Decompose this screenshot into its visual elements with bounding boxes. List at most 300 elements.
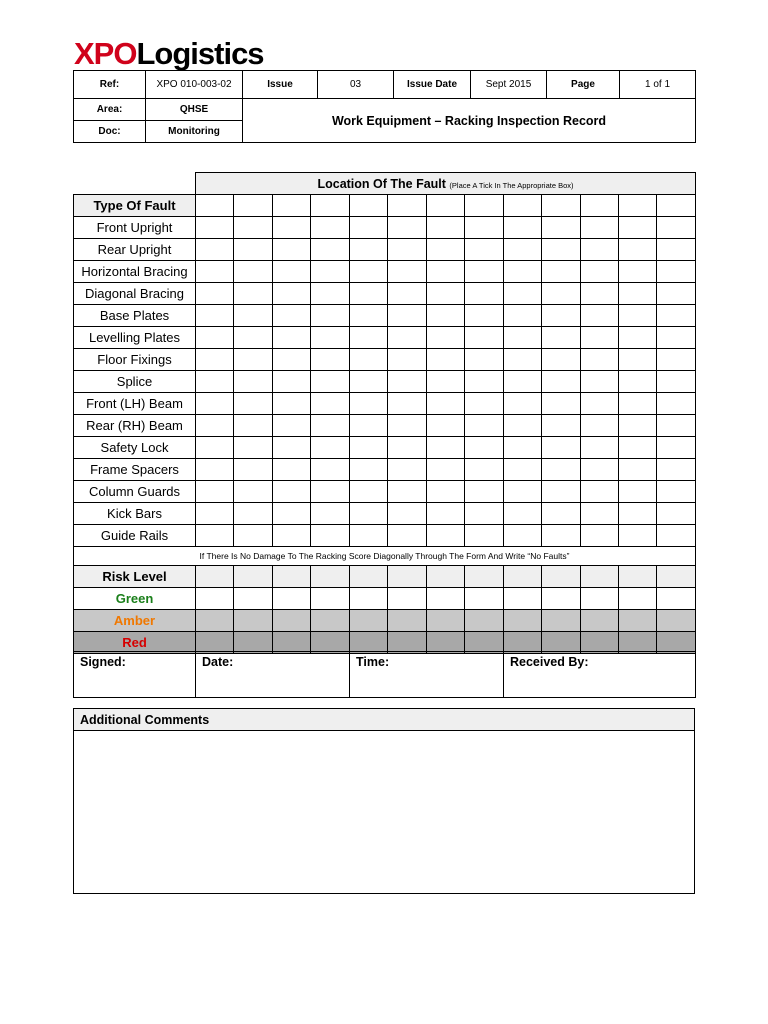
- tick-box[interactable]: [349, 261, 387, 283]
- tick-box[interactable]: [388, 261, 426, 283]
- issue-value: 03: [318, 71, 394, 99]
- tick-box[interactable]: [465, 481, 503, 503]
- tick-box[interactable]: [465, 393, 503, 415]
- tick-box[interactable]: [503, 217, 541, 239]
- tick-box[interactable]: [426, 239, 464, 261]
- risk-tick-box[interactable]: [465, 588, 503, 610]
- location-header-cell[interactable]: [388, 195, 426, 217]
- risk-tick-box[interactable]: [349, 588, 387, 610]
- tick-box[interactable]: [657, 415, 696, 437]
- tick-box[interactable]: [196, 459, 234, 481]
- tick-box[interactable]: [618, 525, 656, 547]
- tick-box[interactable]: [388, 393, 426, 415]
- page-value: 1 of 1: [620, 71, 696, 99]
- fault-label: Kick Bars: [74, 503, 196, 525]
- tick-box[interactable]: [542, 305, 580, 327]
- risk-row-green: [74, 588, 696, 610]
- tick-box[interactable]: [503, 415, 541, 437]
- tick-box[interactable]: [503, 327, 541, 349]
- tick-box[interactable]: [234, 283, 272, 305]
- ref-label: Ref:: [74, 71, 146, 99]
- risk-tick-box[interactable]: [426, 610, 464, 632]
- tick-box[interactable]: [311, 349, 349, 371]
- fault-label: Splice: [74, 371, 196, 393]
- tick-box[interactable]: [311, 481, 349, 503]
- tick-box[interactable]: [426, 371, 464, 393]
- tick-box[interactable]: [234, 415, 272, 437]
- tick-box[interactable]: [311, 239, 349, 261]
- risk-tick-box[interactable]: [580, 610, 618, 632]
- tick-box[interactable]: [196, 305, 234, 327]
- risk-tick-box[interactable]: [349, 610, 387, 632]
- risk-tick-box[interactable]: [388, 588, 426, 610]
- tick-box[interactable]: [503, 283, 541, 305]
- tick-box[interactable]: [272, 327, 310, 349]
- tick-box[interactable]: [618, 217, 656, 239]
- tick-box[interactable]: [618, 349, 656, 371]
- risk-tick-box[interactable]: [311, 610, 349, 632]
- tick-box[interactable]: [234, 437, 272, 459]
- tick-box[interactable]: [503, 503, 541, 525]
- fault-label: Levelling Plates: [74, 327, 196, 349]
- tick-box[interactable]: [580, 481, 618, 503]
- tick-box[interactable]: [234, 349, 272, 371]
- tick-box[interactable]: [349, 437, 387, 459]
- fault-row: [74, 349, 696, 371]
- tick-box[interactable]: [272, 239, 310, 261]
- tick-box[interactable]: [272, 481, 310, 503]
- area-label: Area:: [74, 99, 146, 121]
- tick-box[interactable]: [465, 525, 503, 547]
- tick-box[interactable]: [272, 437, 310, 459]
- location-header-cell[interactable]: [311, 195, 349, 217]
- tick-box[interactable]: [426, 349, 464, 371]
- risk-tick-box[interactable]: [426, 588, 464, 610]
- tick-box[interactable]: [542, 283, 580, 305]
- area-value: QHSE: [146, 99, 243, 121]
- tick-box[interactable]: [234, 503, 272, 525]
- tick-box[interactable]: [465, 239, 503, 261]
- no-damage-note: If There Is No Damage To The Racking Score Diagonally Through The Form And Write “No Faults”: [74, 547, 696, 566]
- fault-label: Floor Fixings: [74, 349, 196, 371]
- tick-box[interactable]: [657, 327, 696, 349]
- tick-box[interactable]: [311, 459, 349, 481]
- tick-box[interactable]: [196, 261, 234, 283]
- risk-label-red: Red: [74, 632, 196, 654]
- tick-box[interactable]: [580, 261, 618, 283]
- tick-box[interactable]: [465, 437, 503, 459]
- location-header-cell[interactable]: [542, 195, 580, 217]
- tick-box[interactable]: [503, 393, 541, 415]
- comments-area[interactable]: [74, 731, 695, 894]
- tick-box[interactable]: [311, 415, 349, 437]
- fault-row: [74, 459, 696, 481]
- fault-label: Rear (RH) Beam: [74, 415, 196, 437]
- tick-box[interactable]: [465, 503, 503, 525]
- tick-box[interactable]: [503, 305, 541, 327]
- tick-box[interactable]: [542, 217, 580, 239]
- fault-label: Horizontal Bracing: [74, 261, 196, 283]
- tick-box[interactable]: [580, 525, 618, 547]
- tick-box[interactable]: [657, 503, 696, 525]
- tick-box[interactable]: [657, 393, 696, 415]
- tick-box[interactable]: [542, 327, 580, 349]
- risk-header-cell[interactable]: [618, 566, 656, 588]
- tick-box[interactable]: [542, 393, 580, 415]
- tick-box[interactable]: [618, 327, 656, 349]
- tick-box[interactable]: [580, 283, 618, 305]
- location-heading: Location Of The Fault: [317, 176, 446, 191]
- tick-box[interactable]: [196, 415, 234, 437]
- risk-tick-box[interactable]: [618, 610, 656, 632]
- fault-row: [74, 217, 696, 239]
- logo-xpo: XPO: [74, 36, 137, 71]
- location-header-cell[interactable]: [426, 195, 464, 217]
- comments-heading: Additional Comments: [74, 709, 695, 731]
- tick-box[interactable]: [542, 525, 580, 547]
- tick-box[interactable]: [234, 239, 272, 261]
- tick-box[interactable]: [580, 393, 618, 415]
- tick-box[interactable]: [349, 349, 387, 371]
- tick-box[interactable]: [196, 283, 234, 305]
- tick-box[interactable]: [311, 283, 349, 305]
- tick-box[interactable]: [388, 525, 426, 547]
- tick-box[interactable]: [542, 349, 580, 371]
- risk-header-cell[interactable]: [272, 566, 310, 588]
- tick-box[interactable]: [618, 503, 656, 525]
- tick-box[interactable]: [349, 283, 387, 305]
- tick-box[interactable]: [234, 393, 272, 415]
- risk-tick-box[interactable]: [503, 588, 541, 610]
- tick-box[interactable]: [311, 327, 349, 349]
- fault-label: Rear Upright: [74, 239, 196, 261]
- tick-box[interactable]: [272, 503, 310, 525]
- risk-label-green: Green: [74, 588, 196, 610]
- tick-box[interactable]: [542, 481, 580, 503]
- fault-label: Front (LH) Beam: [74, 393, 196, 415]
- fault-label: Diagonal Bracing: [74, 283, 196, 305]
- tick-box[interactable]: [618, 261, 656, 283]
- tick-box[interactable]: [196, 327, 234, 349]
- tick-box[interactable]: [503, 371, 541, 393]
- tick-box[interactable]: [503, 437, 541, 459]
- risk-header-cell[interactable]: [580, 566, 618, 588]
- risk-tick-box[interactable]: [542, 610, 580, 632]
- risk-tick-box[interactable]: [388, 610, 426, 632]
- fault-row: [74, 525, 696, 547]
- tick-box[interactable]: [234, 481, 272, 503]
- tick-box[interactable]: [618, 437, 656, 459]
- tick-box[interactable]: [426, 393, 464, 415]
- tick-box[interactable]: [657, 349, 696, 371]
- tick-box[interactable]: [657, 239, 696, 261]
- signoff-table: [73, 651, 696, 698]
- location-header-cell[interactable]: [196, 195, 234, 217]
- risk-tick-box[interactable]: [234, 610, 272, 632]
- risk-level-heading: Risk Level: [74, 566, 196, 588]
- tick-box[interactable]: [657, 459, 696, 481]
- tick-box[interactable]: [657, 437, 696, 459]
- tick-box[interactable]: [618, 283, 656, 305]
- tick-box[interactable]: [426, 459, 464, 481]
- tick-box[interactable]: [580, 371, 618, 393]
- tick-box[interactable]: [426, 415, 464, 437]
- company-logo: [74, 36, 264, 72]
- fault-table: [73, 172, 696, 654]
- tick-box[interactable]: [349, 393, 387, 415]
- location-header-cell[interactable]: [234, 195, 272, 217]
- tick-box[interactable]: [542, 415, 580, 437]
- tick-box[interactable]: [196, 481, 234, 503]
- form-title: Work Equipment – Racking Inspection Record: [243, 99, 696, 143]
- tick-box[interactable]: [349, 305, 387, 327]
- tick-box[interactable]: [426, 437, 464, 459]
- tick-box[interactable]: [465, 415, 503, 437]
- received-by-field[interactable]: Received By:: [504, 652, 696, 698]
- tick-box[interactable]: [311, 217, 349, 239]
- tick-box[interactable]: [542, 261, 580, 283]
- risk-header-cell[interactable]: [503, 566, 541, 588]
- tick-box[interactable]: [272, 261, 310, 283]
- location-header-cell[interactable]: [657, 195, 696, 217]
- tick-box[interactable]: [618, 459, 656, 481]
- risk-tick-box[interactable]: [272, 610, 310, 632]
- tick-box[interactable]: [349, 481, 387, 503]
- tick-box[interactable]: [426, 261, 464, 283]
- tick-box[interactable]: [234, 305, 272, 327]
- tick-box[interactable]: [234, 217, 272, 239]
- fault-label: Frame Spacers: [74, 459, 196, 481]
- fault-row: [74, 305, 696, 327]
- risk-header-cell[interactable]: [388, 566, 426, 588]
- fault-row: [74, 481, 696, 503]
- fault-row: [74, 261, 696, 283]
- issue-date-value: Sept 2015: [471, 71, 547, 99]
- tick-box[interactable]: [234, 459, 272, 481]
- risk-tick-box[interactable]: [234, 588, 272, 610]
- tick-box[interactable]: [272, 305, 310, 327]
- risk-header-cell[interactable]: [234, 566, 272, 588]
- location-header-cell[interactable]: [618, 195, 656, 217]
- tick-box[interactable]: [349, 217, 387, 239]
- tick-box[interactable]: [311, 305, 349, 327]
- ref-value: XPO 010-003-02: [146, 71, 243, 99]
- tick-box[interactable]: [503, 261, 541, 283]
- tick-box[interactable]: [311, 525, 349, 547]
- tick-box[interactable]: [388, 371, 426, 393]
- fault-label: Guide Rails: [74, 525, 196, 547]
- tick-box[interactable]: [426, 503, 464, 525]
- tick-box[interactable]: [426, 217, 464, 239]
- tick-box[interactable]: [580, 217, 618, 239]
- risk-tick-box[interactable]: [657, 588, 696, 610]
- tick-box[interactable]: [196, 371, 234, 393]
- risk-tick-box[interactable]: [503, 610, 541, 632]
- tick-box[interactable]: [465, 261, 503, 283]
- tick-box[interactable]: [618, 239, 656, 261]
- risk-header-cell[interactable]: [196, 566, 234, 588]
- tick-box[interactable]: [542, 459, 580, 481]
- tick-box[interactable]: [542, 371, 580, 393]
- risk-tick-box[interactable]: [196, 610, 234, 632]
- tick-box[interactable]: [272, 371, 310, 393]
- tick-box[interactable]: [657, 261, 696, 283]
- tick-box[interactable]: [580, 459, 618, 481]
- tick-box[interactable]: [388, 305, 426, 327]
- tick-box[interactable]: [465, 349, 503, 371]
- tick-box[interactable]: [657, 217, 696, 239]
- tick-box[interactable]: [311, 503, 349, 525]
- doc-value: Monitoring: [146, 121, 243, 143]
- tick-box[interactable]: [542, 437, 580, 459]
- tick-box[interactable]: [580, 415, 618, 437]
- tick-box[interactable]: [657, 481, 696, 503]
- tick-box[interactable]: [388, 459, 426, 481]
- time-field[interactable]: Time:: [350, 652, 504, 698]
- location-header-cell[interactable]: [349, 195, 387, 217]
- tick-box[interactable]: [196, 393, 234, 415]
- location-heading-cell: [196, 173, 696, 195]
- tick-box[interactable]: [349, 415, 387, 437]
- tick-box[interactable]: [580, 437, 618, 459]
- tick-box[interactable]: [349, 371, 387, 393]
- tick-box[interactable]: [388, 327, 426, 349]
- risk-header-cell[interactable]: [657, 566, 696, 588]
- tick-box[interactable]: [196, 349, 234, 371]
- tick-box[interactable]: [196, 437, 234, 459]
- tick-box[interactable]: [426, 283, 464, 305]
- tick-box[interactable]: [426, 305, 464, 327]
- tick-box[interactable]: [388, 415, 426, 437]
- tick-box[interactable]: [657, 525, 696, 547]
- risk-header-cell[interactable]: [465, 566, 503, 588]
- tick-box[interactable]: [503, 349, 541, 371]
- risk-header-cell[interactable]: [426, 566, 464, 588]
- tick-box[interactable]: [618, 305, 656, 327]
- tick-box[interactable]: [618, 393, 656, 415]
- tick-box[interactable]: [272, 393, 310, 415]
- issue-label: Issue: [243, 71, 318, 99]
- tick-box[interactable]: [503, 459, 541, 481]
- tick-box[interactable]: [349, 525, 387, 547]
- tick-box[interactable]: [311, 393, 349, 415]
- tick-box[interactable]: [272, 415, 310, 437]
- tick-box[interactable]: [272, 283, 310, 305]
- location-header-cell[interactable]: [503, 195, 541, 217]
- tick-box[interactable]: [503, 481, 541, 503]
- fault-row: [74, 283, 696, 305]
- fault-row: [74, 415, 696, 437]
- risk-tick-box[interactable]: [311, 588, 349, 610]
- tick-box[interactable]: [618, 415, 656, 437]
- tick-box[interactable]: [349, 459, 387, 481]
- tick-box[interactable]: [542, 239, 580, 261]
- risk-header-cell[interactable]: [349, 566, 387, 588]
- risk-tick-box[interactable]: [272, 588, 310, 610]
- tick-box[interactable]: [234, 525, 272, 547]
- tick-box[interactable]: [272, 525, 310, 547]
- tick-box[interactable]: [388, 283, 426, 305]
- signed-field[interactable]: Signed:: [74, 652, 196, 698]
- risk-tick-box[interactable]: [196, 588, 234, 610]
- fault-label: Column Guards: [74, 481, 196, 503]
- tick-box[interactable]: [465, 327, 503, 349]
- fault-label: Safety Lock: [74, 437, 196, 459]
- tick-box[interactable]: [196, 217, 234, 239]
- risk-tick-box[interactable]: [618, 588, 656, 610]
- tick-box[interactable]: [580, 305, 618, 327]
- tick-box[interactable]: [503, 239, 541, 261]
- tick-box[interactable]: [542, 503, 580, 525]
- risk-tick-box[interactable]: [465, 610, 503, 632]
- tick-box[interactable]: [618, 371, 656, 393]
- tick-box[interactable]: [272, 459, 310, 481]
- tick-box[interactable]: [657, 283, 696, 305]
- page-label: Page: [547, 71, 620, 99]
- tick-box[interactable]: [465, 305, 503, 327]
- tick-box[interactable]: [465, 371, 503, 393]
- location-header-cell[interactable]: [580, 195, 618, 217]
- tick-box[interactable]: [311, 261, 349, 283]
- tick-box[interactable]: [272, 217, 310, 239]
- tick-box[interactable]: [657, 371, 696, 393]
- risk-tick-box[interactable]: [657, 610, 696, 632]
- tick-box[interactable]: [349, 503, 387, 525]
- date-field[interactable]: Date:: [196, 652, 350, 698]
- tick-box[interactable]: [580, 503, 618, 525]
- tick-box[interactable]: [388, 349, 426, 371]
- tick-box[interactable]: [465, 283, 503, 305]
- tick-box[interactable]: [426, 327, 464, 349]
- tick-box[interactable]: [580, 349, 618, 371]
- tick-box[interactable]: [426, 481, 464, 503]
- tick-box[interactable]: [196, 239, 234, 261]
- tick-box[interactable]: [388, 503, 426, 525]
- tick-box[interactable]: [465, 459, 503, 481]
- tick-box[interactable]: [657, 305, 696, 327]
- tick-box[interactable]: [388, 481, 426, 503]
- tick-box[interactable]: [426, 525, 464, 547]
- tick-box[interactable]: [196, 525, 234, 547]
- tick-box[interactable]: [580, 239, 618, 261]
- risk-tick-box[interactable]: [580, 588, 618, 610]
- tick-box[interactable]: [503, 525, 541, 547]
- tick-box[interactable]: [349, 327, 387, 349]
- risk-label-amber: Amber: [74, 610, 196, 632]
- tick-box[interactable]: [311, 371, 349, 393]
- tick-box[interactable]: [349, 239, 387, 261]
- tick-box[interactable]: [388, 437, 426, 459]
- tick-box[interactable]: [234, 261, 272, 283]
- location-header-cell[interactable]: [465, 195, 503, 217]
- location-header-cell[interactable]: [272, 195, 310, 217]
- tick-box[interactable]: [272, 349, 310, 371]
- tick-box[interactable]: [580, 327, 618, 349]
- tick-box[interactable]: [196, 503, 234, 525]
- fault-label: Base Plates: [74, 305, 196, 327]
- type-of-fault-heading: Type Of Fault: [74, 195, 196, 217]
- risk-tick-box[interactable]: [542, 588, 580, 610]
- tick-box[interactable]: [234, 371, 272, 393]
- tick-box[interactable]: [618, 481, 656, 503]
- risk-header-cell[interactable]: [542, 566, 580, 588]
- risk-header-cell[interactable]: [311, 566, 349, 588]
- tick-box[interactable]: [388, 217, 426, 239]
- tick-box[interactable]: [388, 239, 426, 261]
- tick-box[interactable]: [234, 327, 272, 349]
- tick-box[interactable]: [465, 217, 503, 239]
- tick-box[interactable]: [311, 437, 349, 459]
